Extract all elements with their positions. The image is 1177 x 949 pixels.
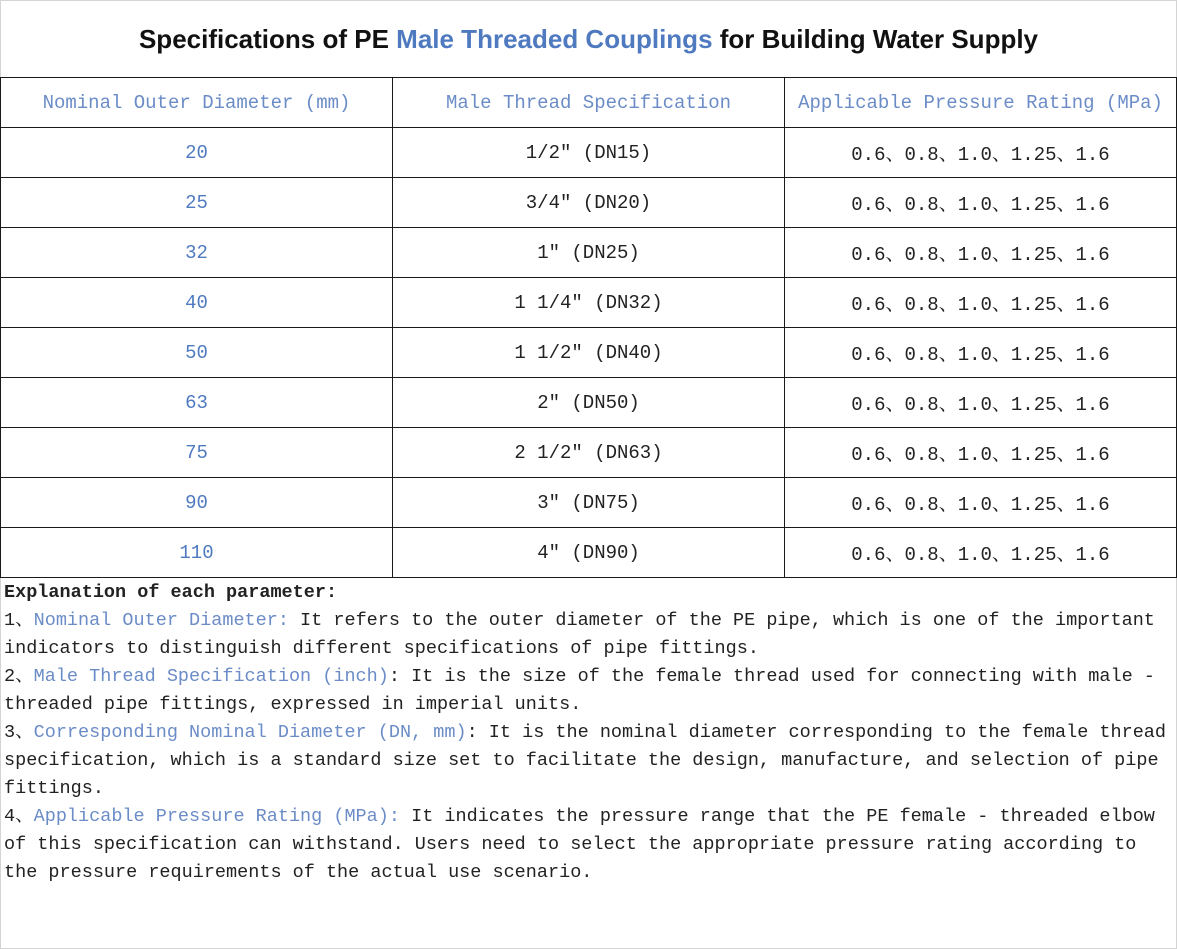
title-prefix: Specifications of PE	[138, 23, 389, 54]
cell-pressure: 0.6、0.8、1.0、1.25、1.6	[785, 428, 1177, 478]
page-title	[0, 0, 1177, 78]
title-highlight: Male Threaded Couplings	[396, 23, 713, 54]
cell-diameter: 40	[1, 278, 393, 328]
item-text: It refers to the outer diameter of the PE pipe, which is one of the important indicators to distinguish different specifications of pipe fittings.	[4, 610, 1155, 659]
item-text: It indicates the pressure range that the PE female - threaded elbow of this specification can withstand. Users need to select the appropriate pressure rating according to the pressure requirements of the actual use scenario.	[4, 806, 1155, 883]
cell-pressure: 0.6、0.8、1.0、1.25、1.6	[785, 128, 1177, 178]
spec-table	[0, 77, 1177, 578]
table-row	[1, 278, 1177, 328]
cell-thread: 2 1/2″ (DN63)	[393, 428, 785, 478]
item-text: : It is the size of the female thread used for connecting with male - threaded pipe fittings, expressed in imperial units.	[4, 666, 1155, 715]
table-row	[1, 178, 1177, 228]
cell-diameter: 20	[1, 128, 393, 178]
header-male-thread-spec: Male Thread Specification	[393, 78, 785, 128]
cell-thread: 1″ (DN25)	[393, 228, 785, 278]
cell-pressure: 0.6、0.8、1.0、1.25、1.6	[785, 278, 1177, 328]
item-number: 4、	[4, 806, 34, 827]
cell-diameter: 50	[1, 328, 393, 378]
cell-thread: 2″ (DN50)	[393, 378, 785, 428]
item-text: : It is the nominal diameter corresponding to the female thread specification, which is a standard size set to facilitate the design, manufacture, and selection of pipe fittings.	[4, 722, 1167, 799]
cell-diameter: 25	[1, 178, 393, 228]
header-nominal-outer-diameter: Nominal Outer Diameter (mm)	[1, 78, 393, 128]
table-row	[1, 428, 1177, 478]
cell-diameter: 90	[1, 478, 393, 528]
item-term: Applicable Pressure Rating (MPa):	[33, 806, 400, 827]
cell-thread: 1/2″ (DN15)	[393, 128, 785, 178]
table-header-row	[1, 78, 1177, 128]
table-row	[1, 328, 1177, 378]
cell-pressure: 0.6、0.8、1.0、1.25、1.6	[785, 228, 1177, 278]
explanation-heading: Explanation of each parameter:	[4, 582, 338, 603]
cell-thread: 3″ (DN75)	[393, 478, 785, 528]
table-row	[1, 528, 1177, 578]
cell-diameter: 63	[1, 378, 393, 428]
cell-thread: 3/4″ (DN20)	[393, 178, 785, 228]
title-suffix: for Building Water Supply	[719, 23, 1039, 54]
cell-pressure: 0.6、0.8、1.0、1.25、1.6	[785, 528, 1177, 578]
cell-diameter: 75	[1, 428, 393, 478]
parameter-explanation	[4, 579, 1172, 887]
item-term: Corresponding Nominal Diameter (DN, mm)	[33, 722, 467, 743]
header-pressure-rating: Applicable Pressure Rating (MPa)	[785, 78, 1177, 128]
cell-thread: 1 1/2″ (DN40)	[393, 328, 785, 378]
table-row	[1, 378, 1177, 428]
cell-pressure: 0.6、0.8、1.0、1.25、1.6	[785, 178, 1177, 228]
table-row	[1, 228, 1177, 278]
item-number: 1、	[4, 610, 34, 631]
cell-pressure: 0.6、0.8、1.0、1.25、1.6	[785, 328, 1177, 378]
cell-diameter: 32	[1, 228, 393, 278]
explanation-item-pressure-rating	[4, 803, 1172, 887]
item-number: 3、	[4, 722, 34, 743]
explanation-item-nominal-diameter	[4, 719, 1172, 803]
cell-thread: 1 1/4″ (DN32)	[393, 278, 785, 328]
table-row	[1, 478, 1177, 528]
explanation-item-nominal-outer-diameter	[4, 607, 1172, 663]
cell-pressure: 0.6、0.8、1.0、1.25、1.6	[785, 478, 1177, 528]
item-number: 2、	[4, 666, 34, 687]
cell-diameter: 110	[1, 528, 393, 578]
explanation-item-male-thread-spec	[4, 663, 1172, 719]
cell-pressure: 0.6、0.8、1.0、1.25、1.6	[785, 378, 1177, 428]
cell-thread: 4″ (DN90)	[393, 528, 785, 578]
item-term: Nominal Outer Diameter:	[33, 610, 289, 631]
item-term: Male Thread Specification (inch)	[33, 666, 389, 687]
table-row	[1, 128, 1177, 178]
